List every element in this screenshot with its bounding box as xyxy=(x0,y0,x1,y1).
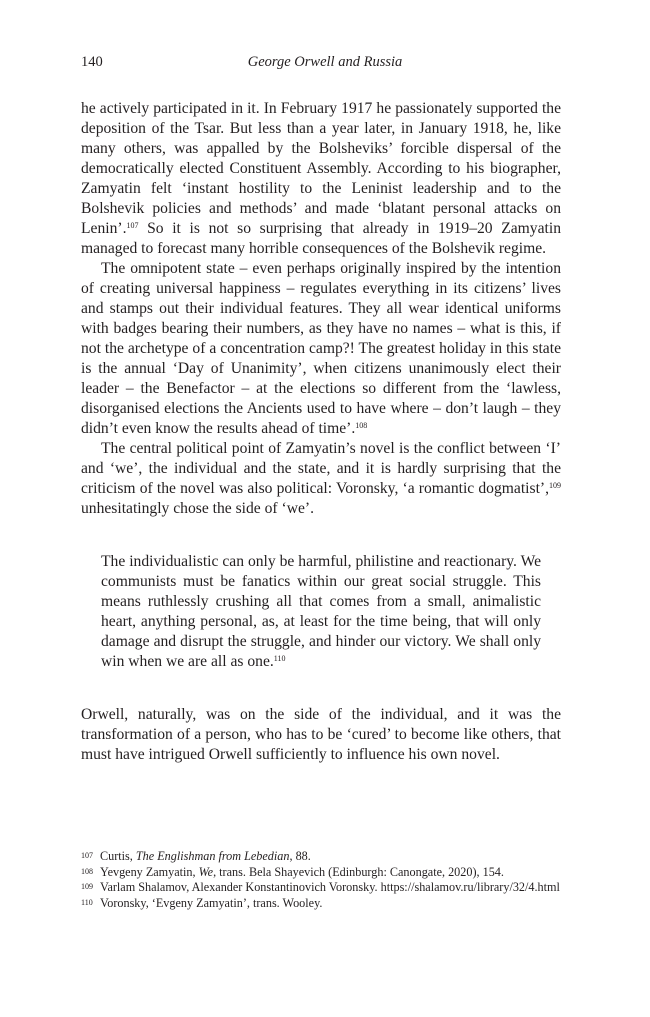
footnote-109 xyxy=(81,880,566,896)
footnote-number: 110 xyxy=(81,897,93,907)
footnotes xyxy=(81,849,566,911)
footnote-number: 109 xyxy=(81,882,93,892)
footnote-ref-110[interactable]: 110 xyxy=(273,654,286,663)
footnote-text: Curtis, xyxy=(100,849,136,863)
footnote-text: Varlam Shalamov, Alexander Konstantinovich Voronsky. https://shalamov.ru/library/32/4.html xyxy=(100,880,560,895)
footnote-number: 108 xyxy=(81,866,93,876)
paragraph-1-text-b: So it is not so surprising that already in 1919–20 Zamyatin managed to forecast many horrible consequences of the Bolshevik regime. xyxy=(81,220,561,257)
footnote-title: The Englishman from Lebedian xyxy=(135,849,290,863)
block-quote xyxy=(101,552,541,672)
footnote-text: Voronsky, ‘Evgeny Zamyatin’, trans. Wooley. xyxy=(100,895,323,910)
paragraph-2 xyxy=(81,259,561,439)
footnote-text: , 88. xyxy=(289,849,311,863)
footnote-ref-107[interactable]: 107 xyxy=(126,221,139,230)
block-quote-text: The individualistic can only be harmful, philistine and reactionary. We communists must be fanatics within our great social struggle. This means ruthlessly crushing all that comes from a small, animalistic heart, anything personal, as, at least for the time being, that will only damage and disrupt the struggle, and hinder our victory. We shall only win when we are all as one. xyxy=(101,553,541,670)
paragraph-4: Orwell, naturally, was on the side of the individual, and it was the transformation of a person, who has to be ‘cured’ to become like others, that must have intrigued Orwell sufficiently to influence his own novel. xyxy=(81,706,561,763)
footnote-text: , trans. Bela Shayevich (Edinburgh: Canongate, 2020), 154. xyxy=(213,864,504,879)
footnote-ref-109[interactable]: 109 xyxy=(549,481,561,490)
footnote-108 xyxy=(81,865,566,881)
paragraph-1-text-a: he actively participated in it. In February 1917 he passionately supported the deposition of the Tsar. But less than a year later, in January 1918, he, like many others, was appalled by the Bolsheviks’ forcible dispersal of the democratically elected Constituent Assembly. According to his biographer, Zamyatin felt ‘instant hostility to the Leninist leadership and to the Bolshevik policies and methods’ and made ‘blatant personal attacks on Lenin’. xyxy=(81,100,561,237)
paragraph-3-text-b: unhesitatingly chose the side of ‘we’. xyxy=(81,500,314,517)
footnote-text: Yevgeny Zamyatin, xyxy=(100,864,199,879)
footnote-number: 107 xyxy=(81,851,93,860)
body-text xyxy=(81,99,561,765)
running-title: George Orwell and Russia xyxy=(247,54,403,70)
footnote-110 xyxy=(81,896,566,912)
page-number: 140 xyxy=(81,54,103,70)
footnote-title: We xyxy=(198,864,214,879)
paragraph-3-text-a: The central political point of Zamyatin’s novel is the conflict between ‘I’ and ‘we’, the individual and the state, and it is hardly surprising that the criticism of the novel was also political: Voronsky, ‘a romantic dogmatist’, xyxy=(81,440,561,497)
footnote-107 xyxy=(81,849,566,865)
footnote-ref-108[interactable]: 108 xyxy=(355,421,368,430)
paragraph-2-text: The omnipotent state – even perhaps originally inspired by the intention of creating universal happiness – regulates everything in its citizens’ lives and stamps out their individual features. They all wear identical uniforms with badges bearing their numbers, as they have no names – what is this, if not the archetype of a concentration camp?! The greatest holiday in this state is the annual ‘Day of Unanimity’, when citizens unanimously elect their leader – the Benefactor – at the elections so different from the ‘lawless, disorganised elections the Ancients used to have where – don’t laugh – they didn’t even know the results ahead of time’. xyxy=(81,260,561,437)
paragraph-3 xyxy=(81,439,561,519)
paragraph-1 xyxy=(81,99,561,259)
